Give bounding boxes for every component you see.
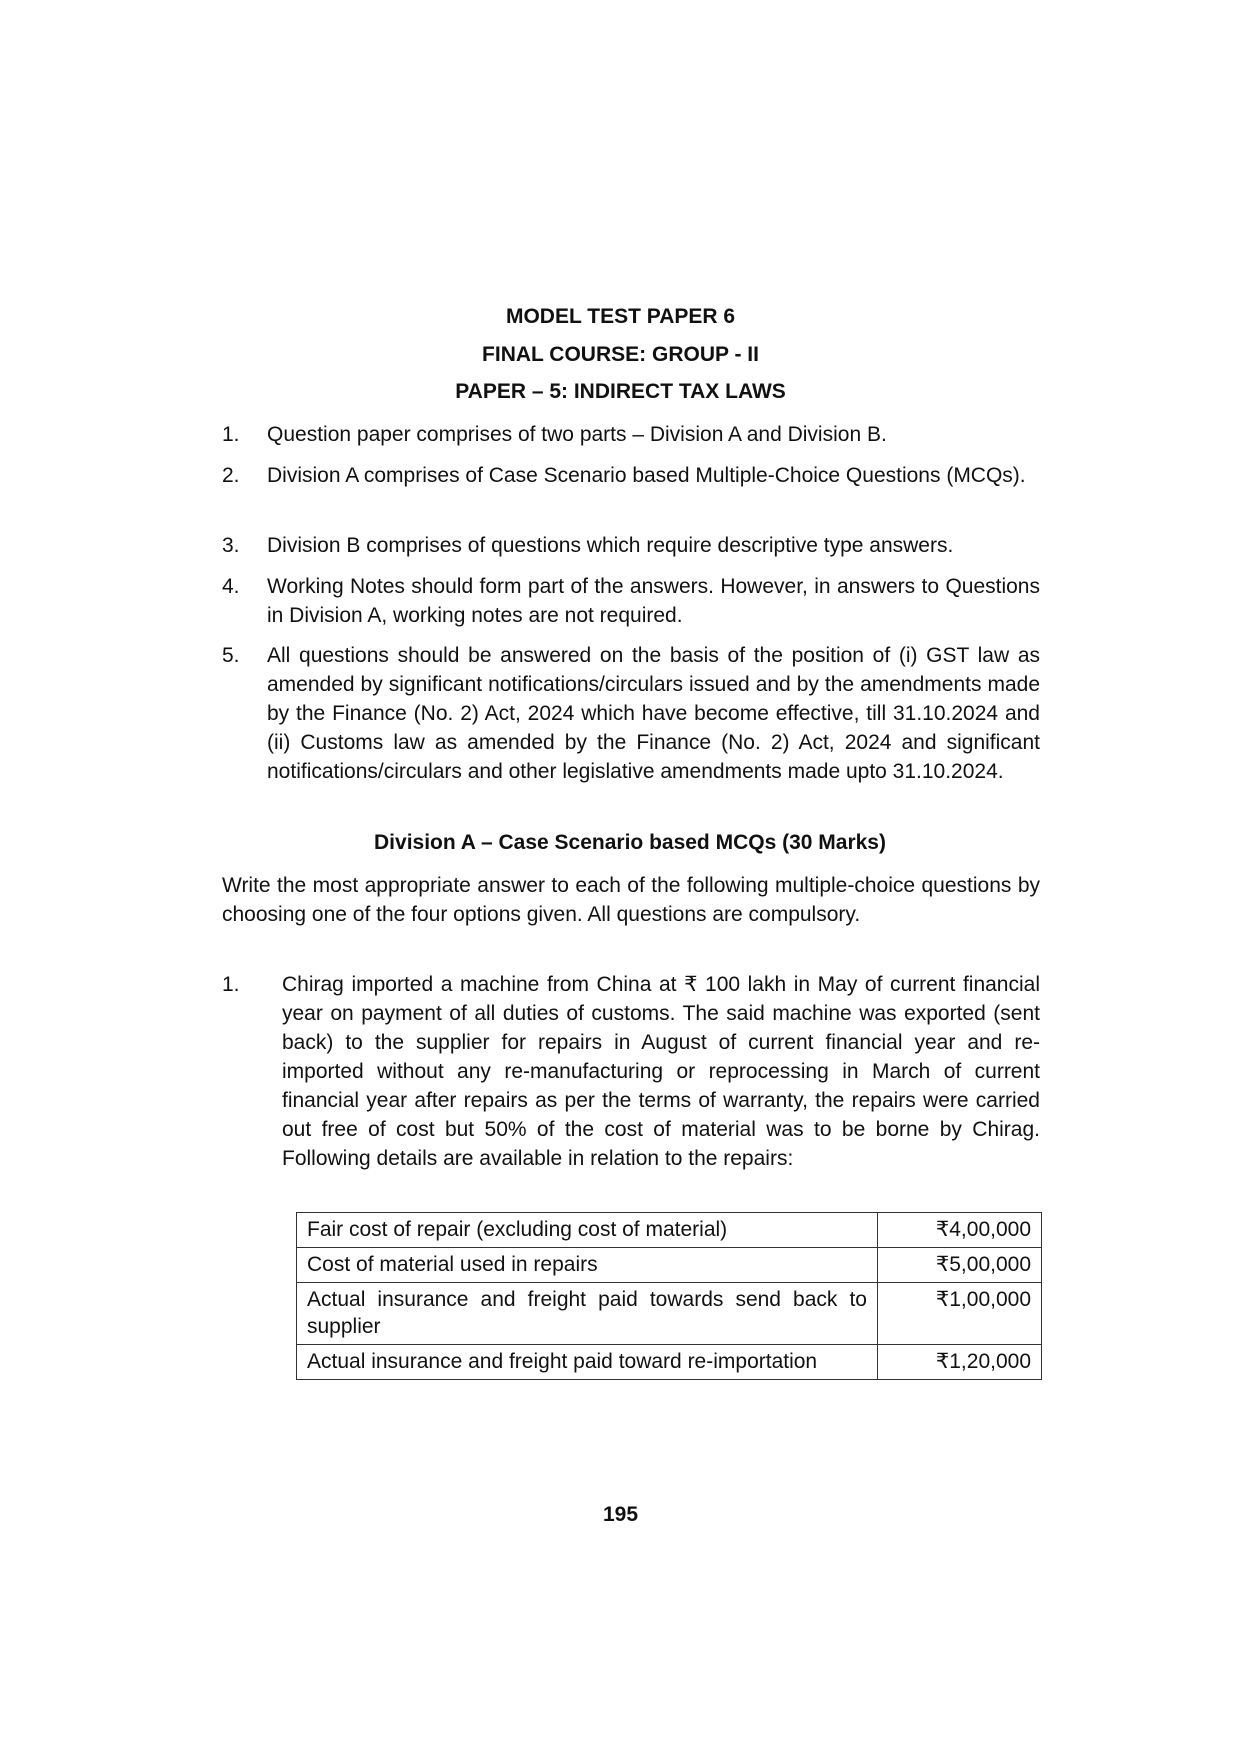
instruction-number: 5. bbox=[222, 644, 240, 667]
instruction-number: 3. bbox=[222, 534, 240, 557]
table-row bbox=[297, 1248, 1042, 1283]
page-number: 195 bbox=[602, 1503, 639, 1526]
instruction-text: Division A comprises of Case Scenario based Multiple-Choice Questions (MCQs). bbox=[267, 464, 1026, 487]
cost-amount: ₹5,00,000 bbox=[878, 1248, 1042, 1283]
instruction-item bbox=[222, 641, 1040, 786]
cost-description: Cost of material used in repairs bbox=[297, 1248, 878, 1283]
cost-description: Actual insurance and freight paid towards send back to supplier bbox=[297, 1283, 878, 1345]
instruction-item bbox=[222, 461, 1040, 490]
instruction-item bbox=[222, 420, 1040, 449]
instruction-item bbox=[222, 572, 1040, 630]
table-row bbox=[297, 1345, 1042, 1380]
table-row bbox=[297, 1213, 1042, 1248]
division-a-heading: Division A – Case Scenario based MCQs (30 Marks) bbox=[374, 831, 886, 854]
question-number: 1. bbox=[222, 973, 240, 996]
repair-cost-table bbox=[296, 1212, 1042, 1380]
cost-description: Fair cost of repair (excluding cost of material) bbox=[297, 1213, 878, 1248]
instruction-text: All questions should be answered on the basis of the position of (i) GST law as amended by significant notifications/circulars issued and by the amendments made by the Finance (No. 2) Act, 2024 which have become effective, till 31.10.2024 and (ii) Customs law as amended by the Finance (No. 2) Act, 2024 and significant notifications/circulars and other legislative amendments made upto 31.10.2024. bbox=[267, 644, 1040, 783]
instruction-text: Working Notes should form part of the answers. However, in answers to Questions in Division A, working notes are not required. bbox=[267, 575, 1040, 627]
instruction-item bbox=[222, 531, 1040, 560]
instruction-number: 4. bbox=[222, 575, 240, 598]
question-1 bbox=[222, 970, 1040, 1173]
cost-description: Actual insurance and freight paid toward re-importation bbox=[297, 1345, 878, 1380]
question-text: Chirag imported a machine from China at ₹ 100 lakh in May of current financial year on payment of all duties of customs. The said machine was exported (sent back) to the supplier for repairs in August of current financial year and re-imported without any re-manufacturing or reprocessing in March of current financial year after repairs as per the terms of warranty, the repairs were carried out free of cost but 50% of the cost of material was to be borne by Chirag. Following details are available in relation to the repairs: bbox=[282, 973, 1040, 1170]
cost-amount: ₹4,00,000 bbox=[878, 1213, 1042, 1248]
table-row bbox=[297, 1283, 1042, 1345]
course-title: FINAL COURSE: GROUP - II bbox=[482, 343, 759, 366]
division-a-intro: Write the most appropriate answer to each of the following multiple-choice questions by choosing one of the four options given. All questions are compulsory. bbox=[222, 874, 1040, 926]
paper-subject: PAPER – 5: INDIRECT TAX LAWS bbox=[455, 380, 786, 403]
instruction-text: Division B comprises of questions which require descriptive type answers. bbox=[267, 534, 954, 557]
instruction-number: 1. bbox=[222, 423, 240, 446]
paper-title: MODEL TEST PAPER 6 bbox=[505, 305, 736, 328]
cost-amount: ₹1,20,000 bbox=[878, 1345, 1042, 1380]
instruction-number: 2. bbox=[222, 464, 240, 487]
instruction-text: Question paper comprises of two parts – Division A and Division B. bbox=[267, 423, 887, 446]
cost-amount: ₹1,00,000 bbox=[878, 1283, 1042, 1345]
